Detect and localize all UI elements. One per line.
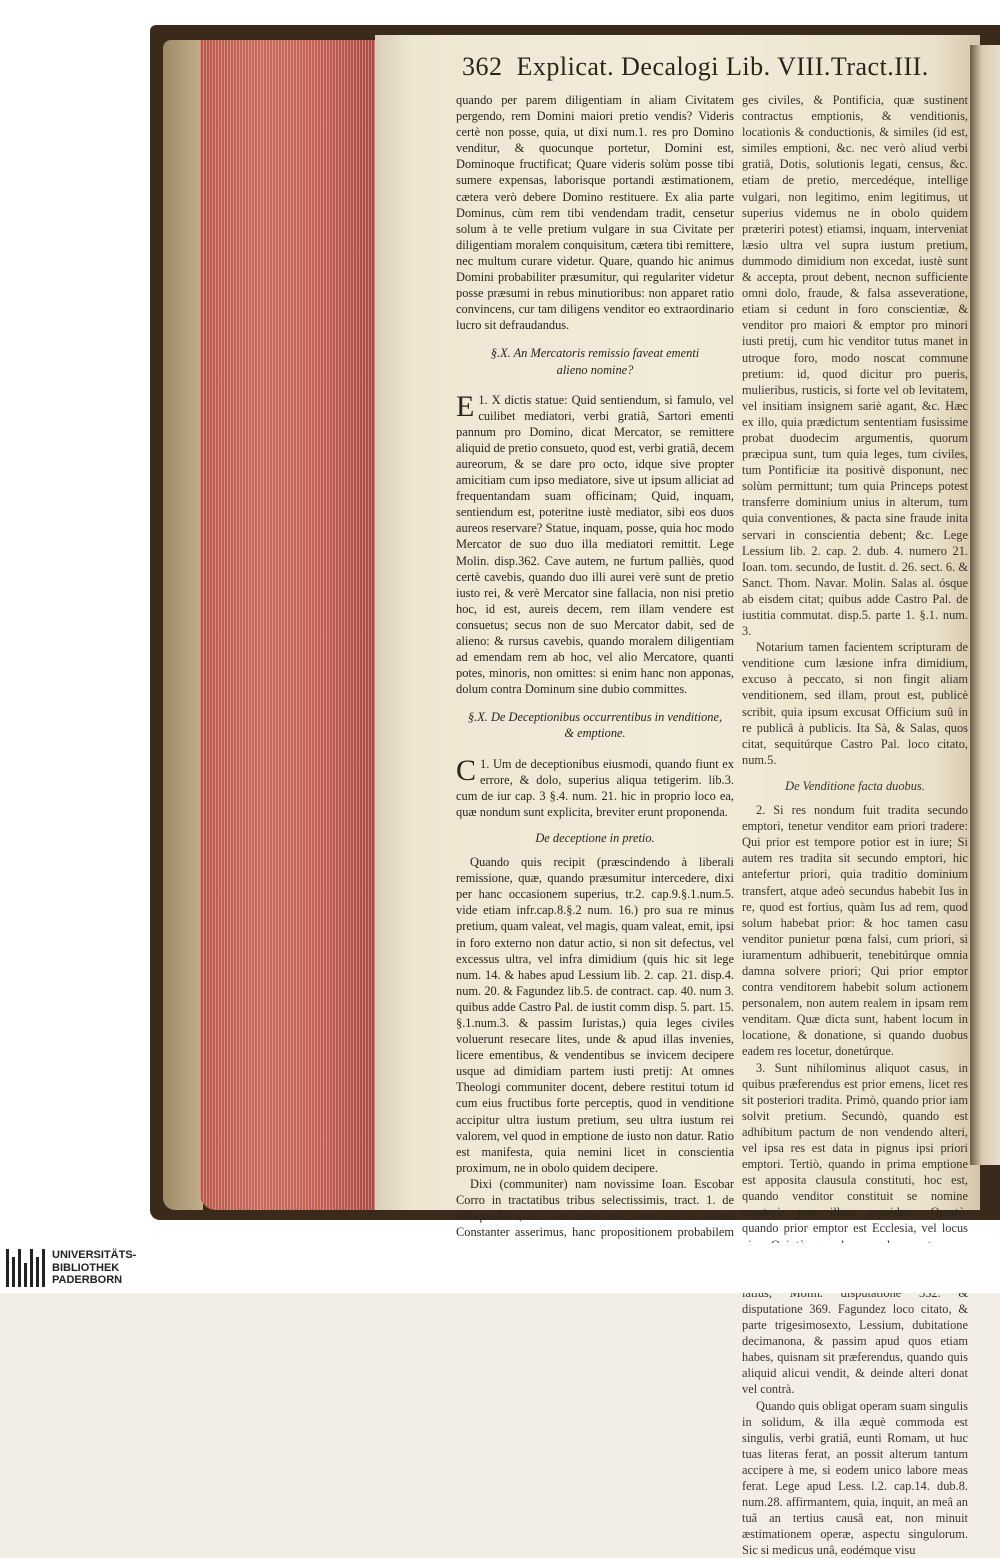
subsection-heading: De Venditione facta duobus.: [742, 778, 968, 794]
library-name: [52, 1249, 136, 1287]
page-number: 362: [462, 52, 503, 81]
drop-cap: E: [456, 394, 474, 420]
paragraph: quando per parem diligentiam in aliam Civitatem pergendo, rem Domini maiori pretio vendis? Videris certè non posse, quia, ut dixi num.1. res pro Domino venditur, & quocunque portetur, Domini est, Dominoque fructificat; Quare videris solùm posse tibi sumere expensas, laborisque portandi æstimationem, cætera verò debere Domino restituere. Ex alia parte Dominus, cùm rem tibi vendendam tradit, censetur solum à te velle pretium vulgare in sua Civitate per diligentiam moralem conquisitum, cætera tibi remittere, nec multum curare videtur. Quare, quando hic animus Domini probabiliter præsumitur, qui regulariter videtur posse præsumi in rebus minutioribus: non apparet ratio convincens, cur tam diligens venditor eo extraordinario lucro sit defraudandus.: [456, 92, 734, 333]
paragraph: Quando quis recipit (præscindendo à liberali remissione, quæ, quando præsumitur intercedere, dixi per hanc occasionem superius, tr.2. cap.9.§.1.num.5. vide etiam infr.cap.8.§.2 num. 16.) pro sua re minus pretium, quam valeat, vel magis, quam valeat, emit, ipsi in foro externo non datur actio, si non sit defectus, vel excessus ultra, vel infra dimidium (quis hic sit lege num. 14. & habes apud Lessium lib. 2. cap. 21. disp.4. num. 20. & Fagundez lib.5. de contract. cap. 40. num 3. quibus adde Castro Pal. de iustit comm disp. 5. part. 15. §.1.num.3. & passim Iuristas,) quia leges civiles voluerunt resecare lites, unde & apud illas invenies, licere ementibus, & vendentibus se invicem decipere usque ad dimidiam partem iusti pretij: At omnes Theologi communiter docent, debere restitui totum id cum eius fructibus forte perceptis, quod in venditione accipitur ultra iustum pretium, seu ultra iustum rei valorem, vel quod in emptione de iusto non datur. Ratio est manifesta, quia nemini licet in conscientia proximum, ne in obolo quidem decipere.: [456, 854, 734, 1176]
paragraph: [456, 392, 734, 698]
paragraph: 2. Si res nondum fuit tradita secundo emptori, tenetur venditor eam priori tradere: Qui prior est tempore potior est in iure; Si autem res tradita sit secundo emptori, hic antefertur priori, quia traditio dominium transfert, atque adeò secundus habebit Ius in re, quod est fortius, quàm Ius ad rem, quod solum habebat prior: & hoc tamen casu venditor punietur pœna falsi, cum priori, si iuramentum adhibuerit, tenebitúrque omnia damna solvere priori; Qui prior emptor contra venditorem habebit solum actionem personalem, non autem realem in ipsam rem venditam. Quæ dicta sunt, habent locum in locatione, & donatione, si quando duobus eadem res locetur, donetúrque.: [742, 802, 968, 1060]
paragraph-number: 1.: [480, 757, 489, 771]
drop-cap: C: [456, 758, 476, 784]
library-name-line: UNIVERSITÄTS-: [52, 1249, 136, 1262]
paragraph: Notarium tamen facientem scripturam de venditione cum læsione infra dimidium, excuso à peccato, si non fingit aliam venditionem, sed illam, prout est, publicè scribit, quia ipsum excusat Officium suû in re publicâ à publicis. Ita Sà, & Salas, quos citat, sequitúrque Castro Pal. loco citato, num.5.: [742, 639, 968, 768]
subsection-heading: De deceptione in pretio.: [456, 830, 734, 846]
paragraph: Dixi (communiter) nam novissime Ioan. Escobar Corro in tractatibus tribus selectissimis, tract. 1. de utroque foro, art. 5. in calce artic. num. 36. sic habet: Constanter asserimus, hanc propositionem probabilem: [456, 1176, 734, 1256]
section-heading: [456, 709, 734, 741]
next-page-edge: [970, 45, 1000, 1165]
paragraph: Quando quis obligat operam suam singulis in solidum, & illa æquè commoda est singulis, verbi gratiâ, eunti Romam, ut huc tuas literas ferat, an possit alterum tantum accipere à me, si eodem unico labore meas ferat. Lege apud Less. l.2. cap.14. dub.8. num.28. affirmantem, quia, inquit, an meâ an tuâ an tertius causâ eat, non minuit æstimationem operæ, aspectu singulorum. Sic si medicus unâ, eodémque visu: [742, 1398, 968, 1558]
paragraph: [456, 756, 734, 820]
text-column-left: [456, 92, 734, 1274]
library-name-line: BIBLIOTHEK: [52, 1262, 136, 1275]
paragraph-text: Um de deceptionibus eiusmodi, quando fiunt ex errore, & dolo, superius aliqua tetigerim. lib.3. cum de iur cap. 3 §.4. num. 21. hic in proprio loco ea, quæ nondum sunt explicita, breviter erunt proponenda.: [456, 757, 734, 819]
book-cover-board: [163, 40, 203, 1210]
section-heading-line: alieno nomine?: [456, 362, 734, 378]
section-heading-line: & emptione.: [456, 725, 734, 741]
running-head: [462, 52, 972, 82]
library-name-line: PADERBORN: [52, 1274, 136, 1287]
section-heading-line: §.X. An Mercatoris remissio faveat ementi: [456, 345, 734, 361]
paragraph: 3. Sunt nihilominus aliquot casus, in quibus præferendus est prior emens, licet res sit posteriori tradita. Primò, quando prior iam solvit pretium. Secundò, quando est adhibitum pactum de non vendendo alteri, vel ipsa res est data in pignus ipsi priori emptori. Tertiò, quando in prima emptione est apposita clausula constituti, hoc est, quando venditor constituit se nomine emptoris rem illam possidere. Quartò, quando prior emptor est Ecclesia, vel locus disputatione 369. Fagundez loco citato, & parte trigesimosexto, Lessium, dubitatione decimanona, & passim apud quos etiam habes, quisnam sit præferendus, quando quis aliquid alicui vendit, & deinde alteri donat vel contrà.: [742, 1060, 968, 1398]
section-heading: [456, 345, 734, 377]
running-head-title: Explicat. Decalogi Lib. VIII.Tract.III.: [517, 52, 929, 81]
paragraph-text: X dictis statue: Quid sentiendum, si famulo, vel cuilibet mediatori, verbi gratiâ, Sartori ementi pannum pro Domino, dicat Mercator, se remittere aliquid de pretio consueto, quod est, verbi gratiâ, decem aureorum, & se dare pro octo, idque sive propter amicitiam cum ipso mediatore, sive ut ipsum alliciat ad frequentandam suam officinam; Quid, inquam, sentiendum est, poteritne iustè mediator, sibi eos duos aureos reservare? Statue, inquam, posse, quia hoc modo Mercator de suo duo illa mediatori remittit. Lege Molin. disp.362. Cave autem, ne furtum palliès, quod certè cavebis, quando duo illi aurei verè sunt de pretio iusto rei, & verè Mercator sine fallacia, non nisi pretio hoc, id est, aureis decem, rem illam vendere est consuetus; secus non de suo Mercator dabit, sed de alieno: & rursus cavebis, quando moralem diligentiam ad emendam rem ab hoc, vel alio Mercatore, quanti potes, minoris, non omittes: si enim hanc non apponas, dolum contra Dominum sine dubio committes.: [456, 393, 734, 697]
section-heading-line: §.X. De Deceptionibus occurrentibus in venditione,: [456, 709, 734, 725]
paragraph: ges civiles, & Pontificia, quæ sustinent contractus emptionis, & venditionis, locationis & conductionis, & similes (id est, similes emptioni, &c. nec verò aliud verbi gratiâ, Dotis, solutionis legati, census, &c. etiam de pretio, mercedéque, intellige vulgari, non legitimo, enim legitimus, ut superius videmus ne in obolo quidem præteriri potest) etiamsi, inquam, interveniat læsio ultra vel supra iustum pretium, dummodo dimidium non excedat, iustè sunt & accepta, prout debent, necnon sufficiente omni dolo, fraude, & falsa asseveratione, etiam si cedunt in foro conscientiæ, & venditor pro maiori & emptor pro minori iusti pretij, cum hic venditor tutus manet in utroque foro, modo noscat commune pretium: id, quod dicitur pro pueris, mulieribus, rusticis, si forte vel ob levitatem, vel insitiam insignem sariè agant, &c. Hæc ex illo, quia prædictum sententiam fusissime probat duodecim argumentis, quorum præcipua sunt, tum quia leges, tum civiles, tum Pontificiæ ita positivè disponunt, nec solùm permittunt; tum quia Princeps potest transferre dominium unius in alterum, tum quia conventiones, & pacta sine fraude inita servari in conscientia debent; &c. Lege Lessium lib. 2. cap. 2. dub. 4. numero 21. Ioan. tom. secundo, de Iustit. d. 26. sect. 6. & Sanct. Thom. Navar. Molin. Salas al. ósque ab eisdem citat; quibus adde Castro Pal. de iustitia commutat. disp.5. parte 1. §.1. num. 3.: [742, 92, 968, 639]
library-footer: [0, 1243, 1000, 1293]
book-page-edges: [200, 40, 375, 1210]
text-column-right: [742, 92, 968, 1558]
paragraph-number: 1.: [478, 393, 487, 407]
library-logo-icon: [6, 1249, 46, 1287]
